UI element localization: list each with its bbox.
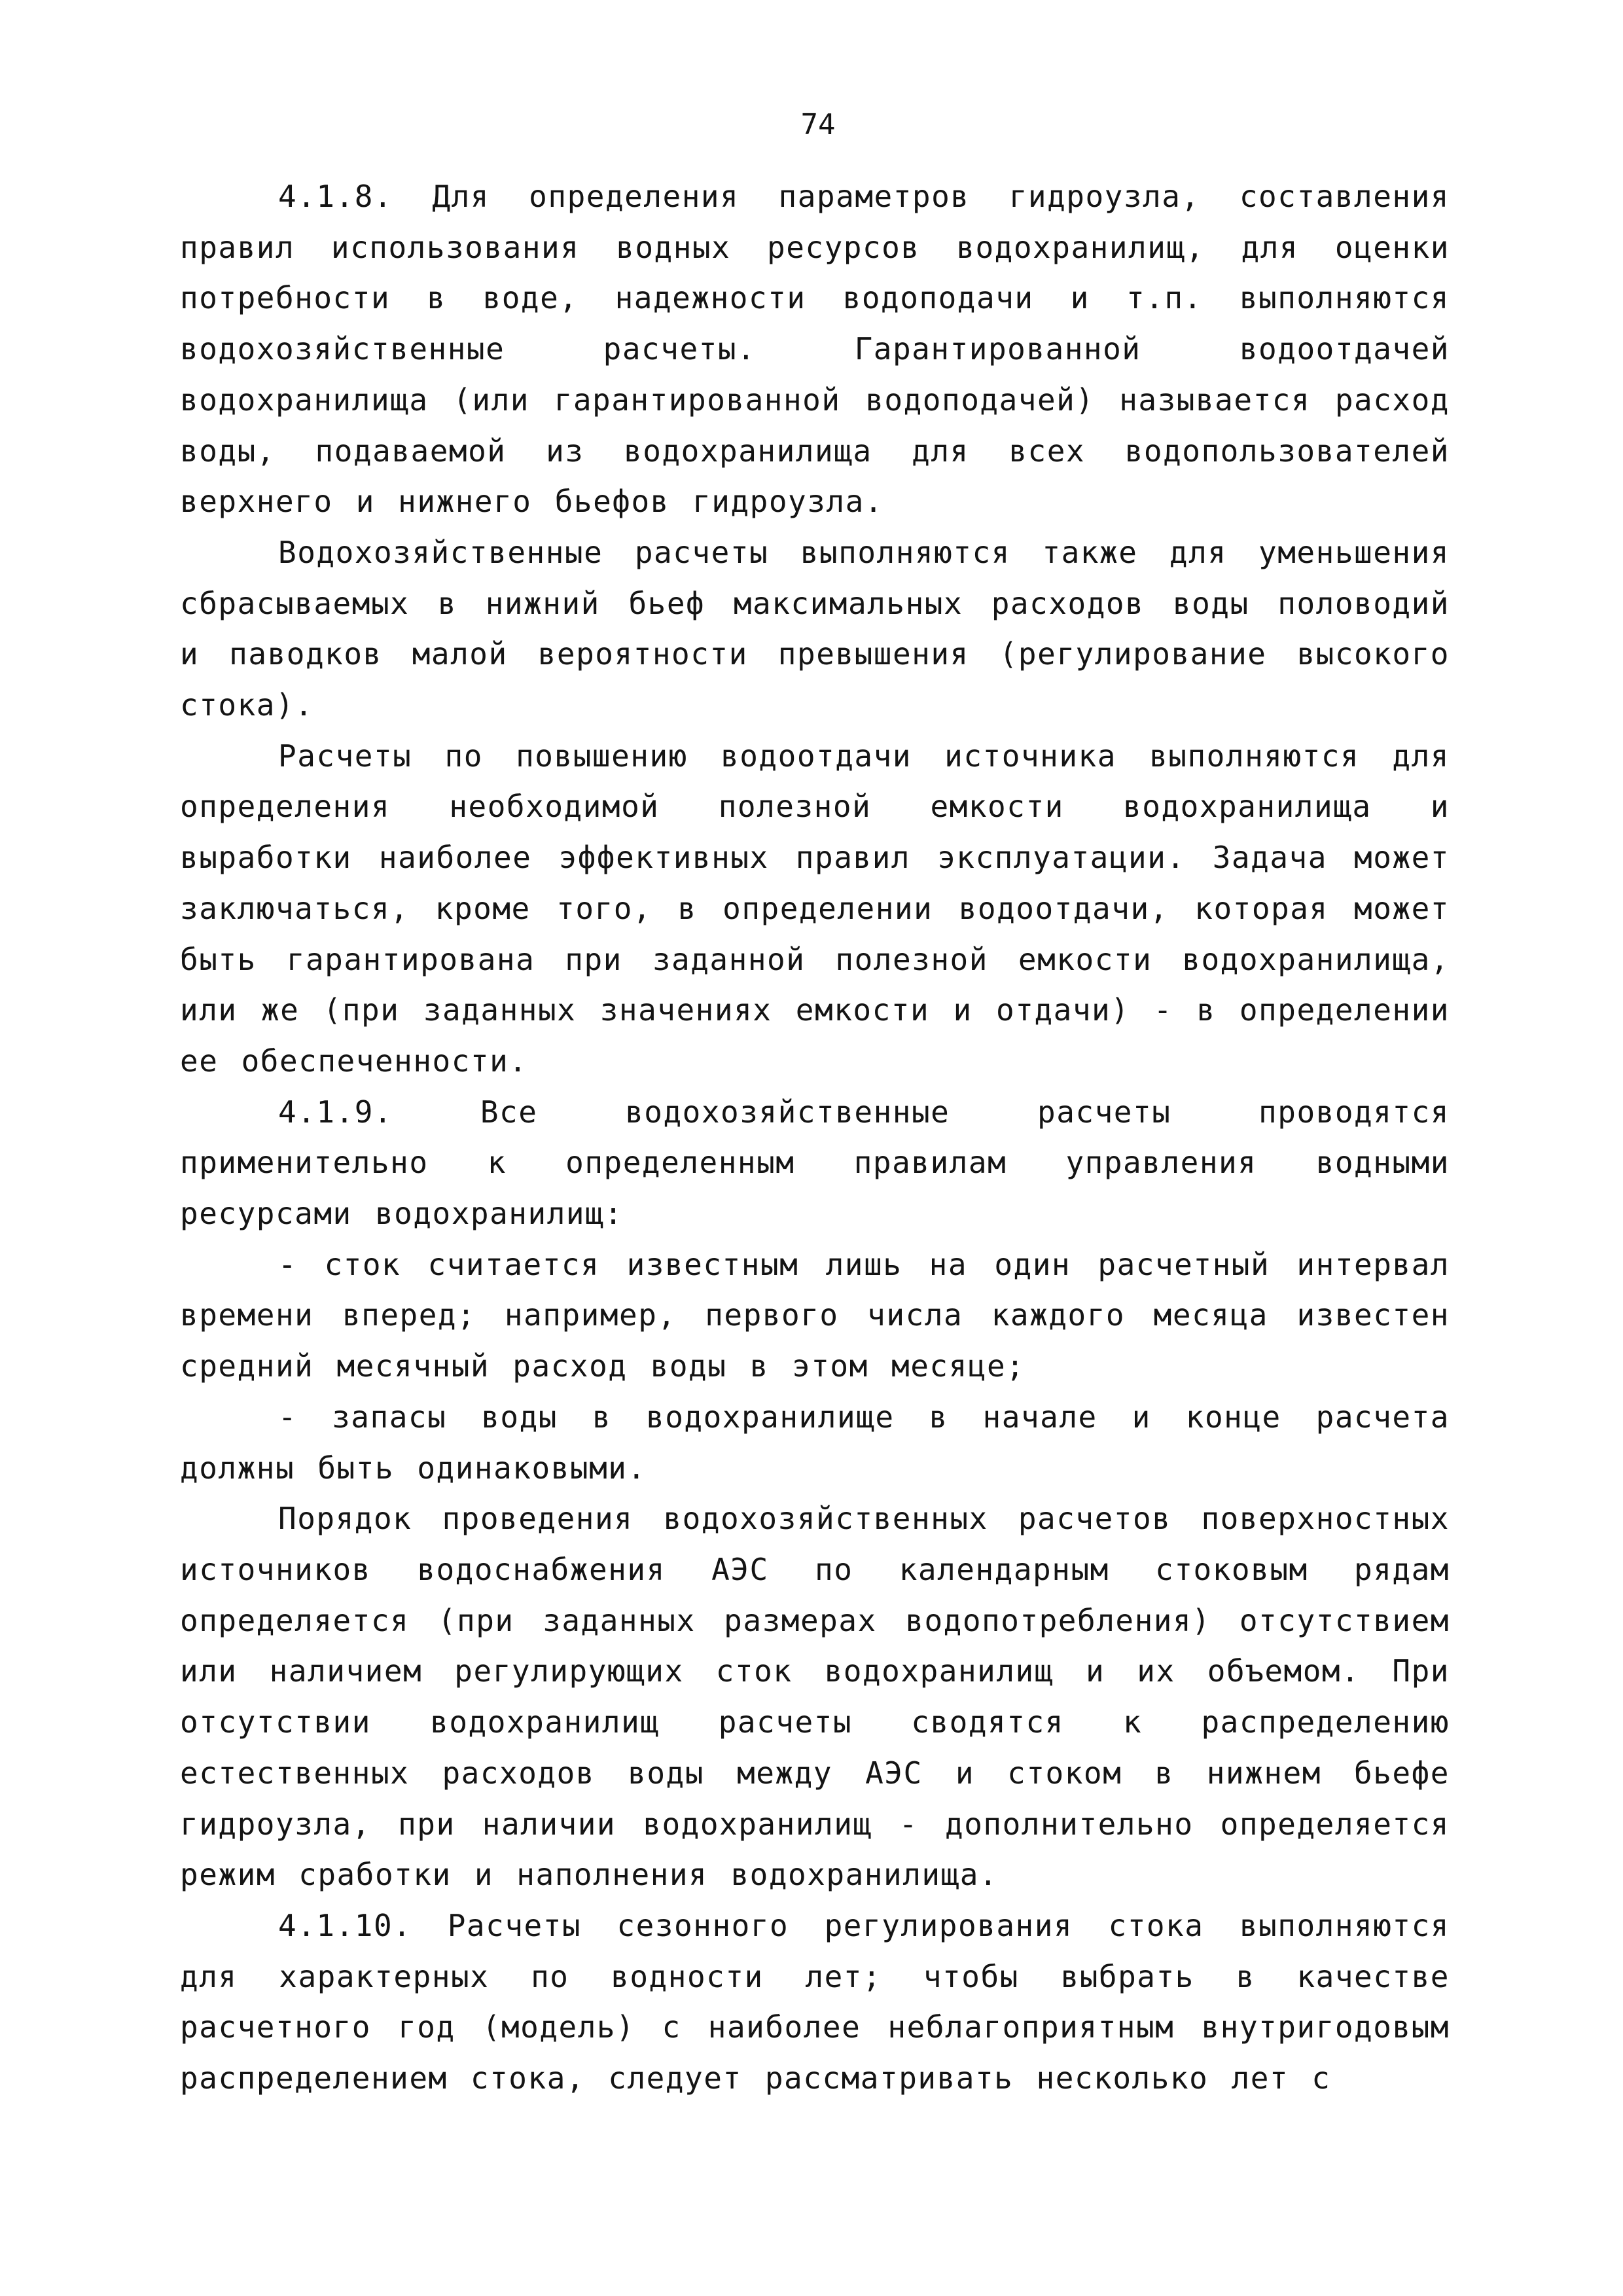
paragraph-water-management-high-flow: Водохозяйственные расчеты выполняются также для уменьшения сбрасываемых в нижний бьеф максимальных расходов воды половодий и паводков малой вероятности превышения (регулирование высокого стока).: [180, 534, 1450, 723]
paragraph-yield-increase: Расчеты по повышению водоотдачи источника выполняются для определения необходимой полезной емкости водохранилища и выработки наиболее эффективных правил эксплуатации. Задача может заключаться, кроме того, в определении водоотдачи, которая может быть гарантирована при заданной полезной емкости водохранилища, или же (при заданных значениях емкости и отдачи) - в определении ее обеспеченности.: [180, 738, 1450, 1079]
paragraph-4-1-10: 4.1.10. Расчеты сезонного регулирования стока выполняются для характерных по водности лет; чтобы выбрать в качестве расчетного год (модель) с наиболее неблагоприятным внутригодовым распределением стока, следует рассматривать несколько лет с: [180, 1907, 1450, 2096]
paragraph-4-1-8: 4.1.8. Для определения параметров гидроузла, составления правил использования водных ресурсов водохранилищ, для оценки потребности в воде, надежности водоподачи и т.п. выполняются водохозяйственные расчеты. Гарантированной водоотдачей водохранилища (или гарантированной водоподачей) называется расход воды, подаваемой из водохранилища для всех водопользователей верхнего и нижнего бьефов гидроузла.: [180, 179, 1450, 520]
paragraph-calculation-procedure: Порядок проведения водохозяйственных расчетов поверхностных источников водоснабжения АЭС по календарным стоковым рядам определяется (при заданных размерах водопотребления) отсутствием или наличием регулирующих сток водохранилищ и их объемом. При отсутствии водохранилищ расчеты сводятся к распределению естественных расходов воды между АЭС и стоком в нижнем бьефе гидроузла, при наличии водохранилищ - дополнительно определяется режим сработки и наполнения водохранилища.: [180, 1501, 1450, 1893]
page-number: 74: [800, 108, 836, 141]
list-item-flow-known: - сток считается известным лишь на один расчетный интервал времени вперед; например, первого числа каждого месяца известен средний месячный расход воды в этом месяце;: [180, 1246, 1450, 1384]
paragraph-4-1-9: 4.1.9. Все водохозяйственные расчеты проводятся применительно к определенным правилам управления водными ресурсами водохранилищ:: [180, 1094, 1450, 1232]
body-text: [180, 171, 1450, 2104]
list-item-reserves-equal: - запасы воды в водохранилище в начале и конце расчета должны быть одинаковыми.: [180, 1399, 1450, 1486]
